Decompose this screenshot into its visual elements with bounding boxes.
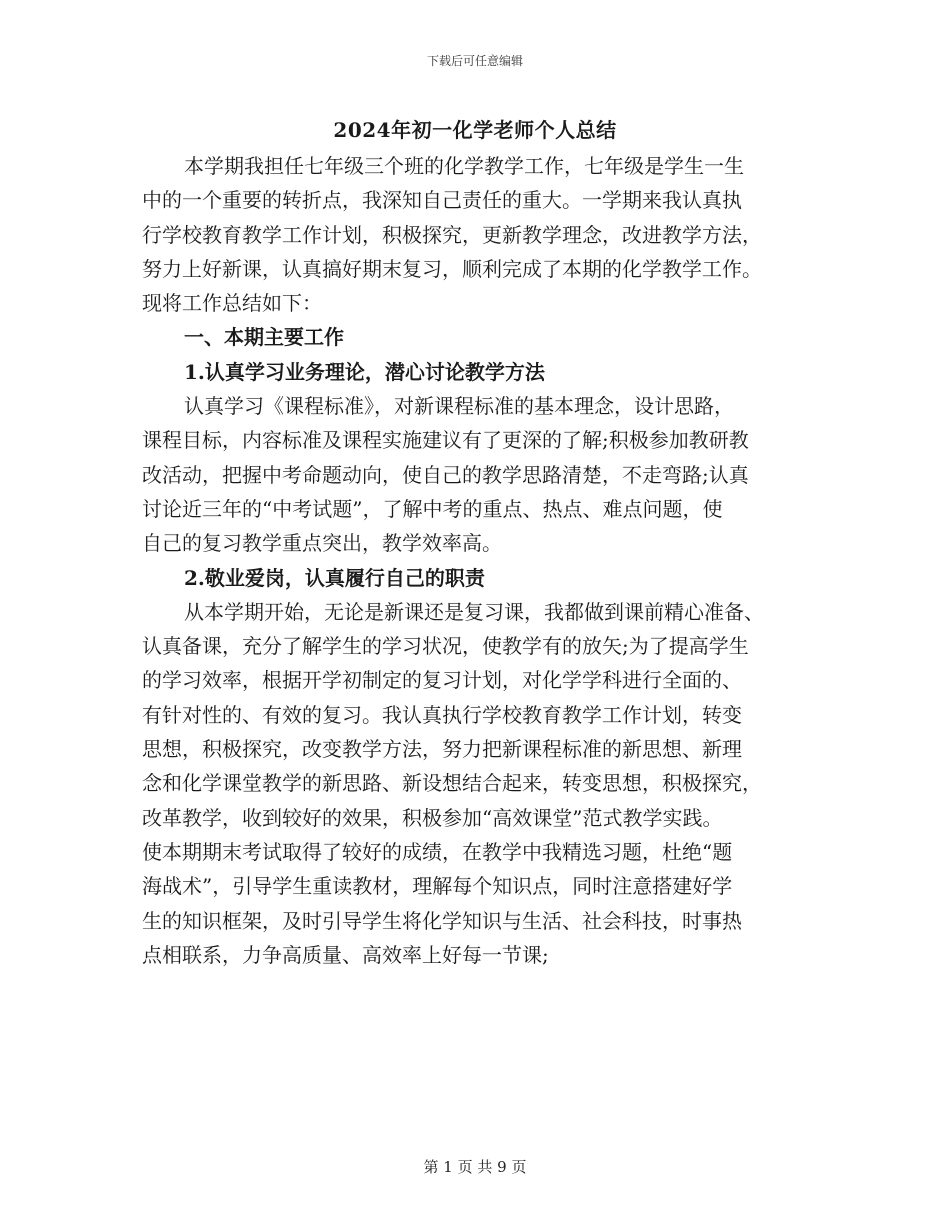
paragraph-line: 现将工作总结如下： <box>142 291 322 316</box>
document-body <box>142 150 814 973</box>
paragraph-line: 努力上好新课，认真搞好期末复习，顺利完成了本期的化学教学工作。 <box>142 256 762 281</box>
page-header-note: 下载后可任意编辑 <box>426 54 523 68</box>
paragraph-line: 思想，积极探究，改变教学方法，努力把新课程标准的新思想、新理 <box>142 737 742 762</box>
paragraph-line: 使本期期末考试取得了较好的成绩，在教学中我精选习题，杜绝“题 <box>142 839 733 864</box>
section-heading: 2.敬业爱岗，认真履行自己的职责 <box>184 565 485 590</box>
paragraph-line: 认真备课，充分了解学生的学习状况，使教学有的放矢;为了提高学生 <box>142 634 749 659</box>
paragraph-line: 的学习效率，根据开学初制定的复习计划，对化学学科进行全面的、 <box>142 668 742 693</box>
paragraph-line: 讨论近三年的“中考试题”，了解中考的重点、热点、难点问题，使 <box>142 496 723 521</box>
paragraph-line: 海战术”，引导学生重读教材，理解每个知识点，同时注意搭建好学 <box>142 874 733 899</box>
paragraph-line: 从本学期开始，无论是新课还是复习课，我都做到课前精心准备、 <box>184 599 764 624</box>
paragraph-line: 有针对性的、有效的复习。我认真执行学校教育教学工作计划，转变 <box>142 702 742 727</box>
paragraph-line: 本学期我担任七年级三个班的化学教学工作，七年级是学生一生 <box>184 154 744 178</box>
document-title: 2024年初一化学老师个人总结 <box>333 118 617 142</box>
paragraph-line: 自己的复习教学重点突出，教学效率高。 <box>142 531 502 556</box>
paragraph-line: 改活动，把握中考命题动向，使自己的教学思路清楚，不走弯路;认真 <box>142 462 749 487</box>
section-heading: 一、本期主要工作 <box>184 325 344 350</box>
paragraph-line: 点相联系，力争高质量、高效率上好每一节课; <box>142 942 549 967</box>
paragraph-line: 念和化学课堂教学的新思路、新设想结合起来，转变思想，积极探究， <box>142 771 762 796</box>
paragraph-line: 行学校教育教学工作计划，积极探究，更新教学理念，改进教学方法， <box>142 222 762 247</box>
paragraph-line: 生的知识框架，及时引导学生将化学知识与生活、社会科技，时事热 <box>142 908 742 933</box>
section-heading: 1.认真学习业务理论，潜心讨论教学方法 <box>184 359 545 384</box>
paragraph-line: 认真学习《课程标准》，对新课程标准的基本理念，设计思路， <box>184 394 734 419</box>
paragraph-line: 中的一个重要的转折点，我深知自己责任的重大。一学期来我认真执 <box>142 188 742 213</box>
paragraph-line: 课程目标，内容标准及课程实施建议有了更深的了解;积极参加教研教 <box>142 428 749 453</box>
paragraph-line: 改革教学，收到较好的效果，积极参加“高效课堂”范式教学实践。 <box>142 805 723 830</box>
page-number: 第 1 页 共 9 页 <box>423 1158 527 1176</box>
